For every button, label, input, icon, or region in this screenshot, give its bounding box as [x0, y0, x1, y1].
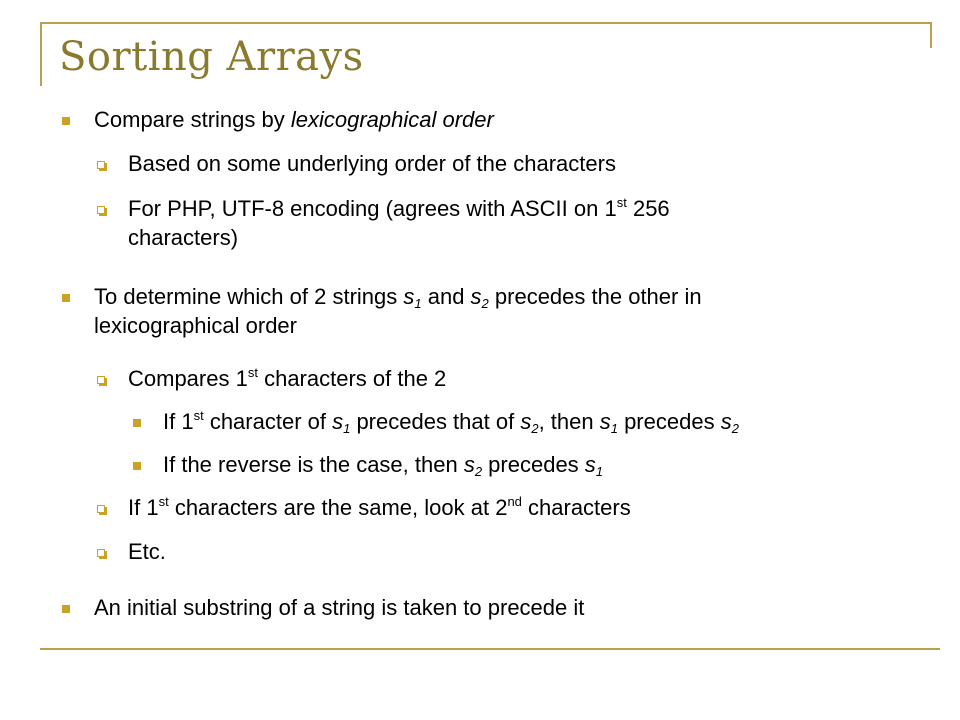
- text-run: precedes: [482, 452, 585, 477]
- bullet-text-level-3: [163, 450, 603, 479]
- text-run: , then: [538, 409, 600, 434]
- text-run: 256: [626, 196, 670, 221]
- text-run: 2: [731, 421, 739, 436]
- text-run: and: [421, 284, 471, 309]
- bullet-text-level-1: [94, 282, 702, 340]
- text-run: st: [193, 408, 204, 423]
- continuation-text: characters): [128, 225, 239, 250]
- text-run: st: [158, 494, 169, 509]
- square-bullet-icon: [62, 117, 70, 125]
- hollow-square-bullet-icon: [97, 376, 105, 384]
- bullet-text-level-3: [163, 407, 739, 436]
- text-run: character of: [203, 409, 333, 434]
- text-run: lexicographical order: [290, 107, 494, 132]
- text-run: st: [616, 195, 627, 210]
- hollow-square-bullet-icon: [97, 549, 105, 557]
- text-run: For PHP, UTF-8 encoding (agrees with ASCII on 1: [128, 196, 617, 221]
- text-run: 1: [343, 421, 351, 436]
- bullet-text-level-2: [128, 493, 631, 522]
- square-bullet-icon: [62, 294, 70, 302]
- text-run: To determine which of 2 strings: [94, 284, 404, 309]
- bullet-text-level-2: [128, 149, 616, 178]
- text-run: characters are the same, look at 2: [168, 495, 508, 520]
- bullet-text-level-1: [94, 593, 584, 622]
- text-run: 2: [531, 421, 539, 436]
- text-run: characters: [521, 495, 631, 520]
- hollow-square-bullet-icon: [97, 161, 105, 169]
- text-run: s: [599, 409, 611, 434]
- square-bullet-icon: [133, 462, 141, 470]
- continuation-text: lexicographical order: [94, 313, 297, 338]
- text-run: precedes that of: [350, 409, 521, 434]
- text-run: Etc.: [128, 539, 166, 564]
- text-run: 2: [474, 464, 483, 479]
- text-run: 2: [481, 296, 489, 311]
- bullet-text-level-2: [128, 364, 446, 393]
- text-run: Compares 1: [128, 366, 248, 391]
- text-run: If the reverse is the case, then: [163, 452, 464, 477]
- text-run: precedes the other in: [488, 284, 702, 309]
- text-run: s: [463, 452, 475, 477]
- text-run: Compare strings by: [94, 107, 291, 132]
- text-run: characters of the 2: [257, 366, 447, 391]
- text-run: s: [470, 284, 482, 309]
- text-run: 1: [414, 296, 422, 311]
- text-run: Based on some underlying order of the characters: [128, 151, 616, 176]
- text-run: s: [332, 409, 344, 434]
- slide-title: Sorting Arrays: [59, 34, 364, 80]
- bullet-text-level-1: [94, 105, 494, 134]
- text-run: s: [720, 409, 732, 434]
- text-run: 1: [610, 421, 618, 436]
- text-run: If 1: [163, 409, 194, 434]
- bullet-text-level-2: [128, 194, 670, 252]
- text-run: s: [584, 452, 596, 477]
- text-run: nd: [507, 494, 522, 509]
- text-run: s: [403, 284, 415, 309]
- text-run: st: [247, 365, 258, 380]
- square-bullet-icon: [62, 605, 70, 613]
- text-run: If 1: [128, 495, 159, 520]
- text-run: An initial substring of a string is taken to precede it: [94, 595, 585, 620]
- bullet-text-level-2: [128, 537, 166, 566]
- text-run: precedes: [617, 409, 721, 434]
- hollow-square-bullet-icon: [97, 505, 105, 513]
- text-run: s: [520, 409, 532, 434]
- square-bullet-icon: [133, 419, 141, 427]
- hollow-square-bullet-icon: [97, 206, 105, 214]
- text-run: 1: [595, 464, 604, 479]
